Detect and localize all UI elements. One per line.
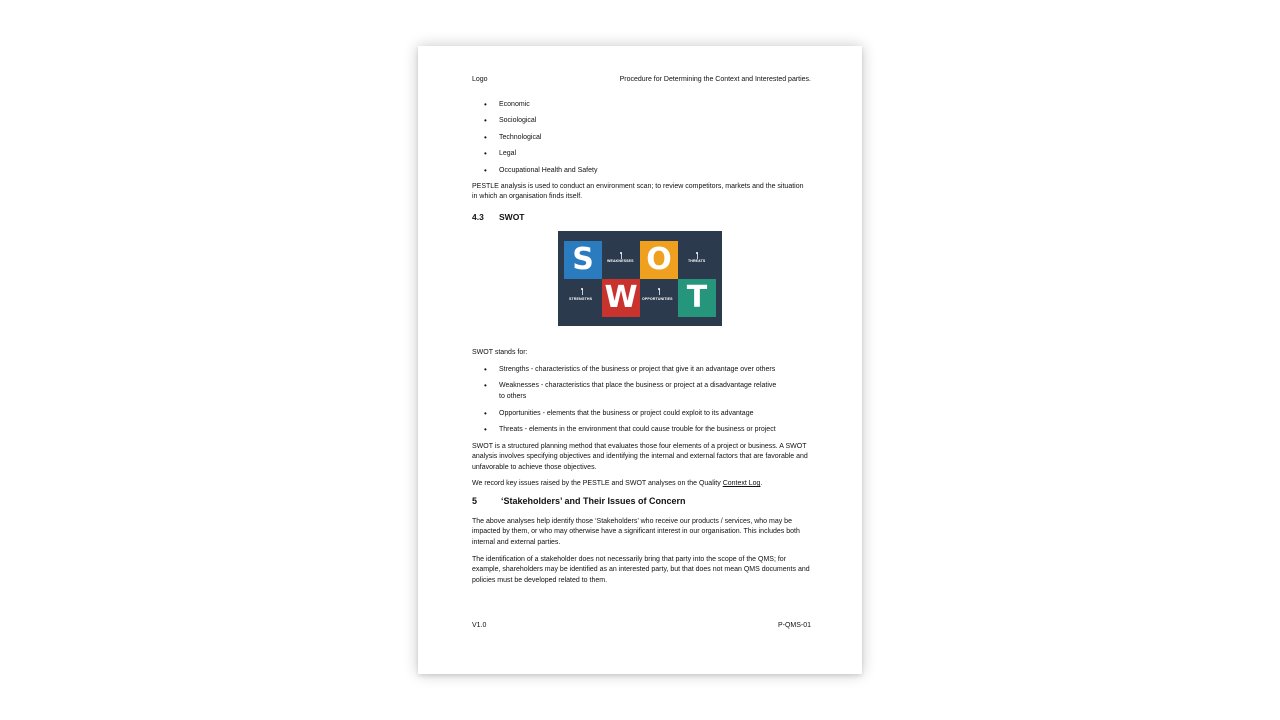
list-item: • Occupational Health and Safety — [472, 166, 812, 176]
swot-intro: SWOT stands for: — [472, 349, 528, 356]
swot-image — [558, 231, 722, 326]
swot-label-strengths: STRENGTHS — [569, 297, 593, 301]
swot-tile-s: S — [564, 241, 602, 279]
pestle-list — [472, 100, 812, 182]
swot-tile-t: T — [678, 279, 716, 317]
stakeholders-paragraph-1: The above analyses help identify those ‘Stakeholders’ who receive our products / services, who may be impacted by them, or who may otherwise have a significant interest in our organisation. This includes both internal and external parties. — [472, 518, 800, 546]
swot-label-threats: THREATS — [688, 259, 706, 263]
record-paragraph — [472, 479, 810, 489]
list-item: • Strengths - characteristics of the business or project that give it an advantage over others — [472, 365, 784, 375]
footer-doc-id: P-QMS-01 — [777, 622, 811, 629]
stakeholders-paragraph-2: The identification of a stakeholder does not necessarily bring that party into the scope of the QMS; for example, shareholders may be identified as an interested party, but that does not mean QMS documents and policies must be developed related to them. — [472, 556, 810, 584]
connector-dot — [696, 252, 698, 254]
list-item: • Economic — [472, 100, 812, 110]
list-item: • Weaknesses - characteristics that place the business or project at a disadvantage relative to others — [472, 381, 784, 402]
section-title: SWOT — [499, 212, 525, 222]
connector-dot — [581, 288, 583, 290]
list-item: • Opportunities - elements that the business or project could exploit to its advantage — [472, 409, 784, 419]
record-end: . — [760, 480, 763, 487]
connector-dot — [620, 252, 622, 254]
section-number: 4.3 — [472, 212, 484, 222]
record-text: We record key issues raised by the PESTLE and SWOT analyses on the Quality — [472, 480, 723, 487]
list-item: • Technological — [472, 133, 812, 143]
context-log-link[interactable]: Context Log — [722, 480, 761, 487]
swot-tile-w: W — [602, 279, 640, 317]
section-title: ‘Stakeholders’ and Their Issues of Concern — [501, 496, 686, 506]
section-heading-4-3 — [472, 212, 525, 222]
section-number: 5 — [472, 496, 478, 506]
swot-paragraph: SWOT is a structured planning method that evaluates those four elements of a project or business. A SWOT analysis involves specifying objectives and identifying the internal and external factors that are favorable and unfavorable to achieve those objectives. — [472, 443, 808, 471]
swot-label-opportunities: OPPORTUNITIES — [642, 297, 673, 301]
header-title: Procedure for Determining the Context and Interested parties. — [619, 76, 811, 83]
swot-list — [472, 365, 784, 435]
header-logo: Logo — [472, 76, 488, 83]
swot-label-weaknesses: WEAKNESSES — [607, 259, 634, 263]
connector-dot — [658, 288, 660, 290]
document-page — [418, 46, 862, 674]
section-heading-5 — [472, 496, 686, 506]
swot-tile-o: O — [640, 241, 678, 279]
list-item: • Threats - elements in the environment that could cause trouble for the business or project — [472, 425, 784, 435]
list-item: • Sociological — [472, 116, 812, 126]
pestle-paragraph: PESTLE analysis is used to conduct an environment scan; to review competitors, markets and the situation in which an organisation finds itself. — [472, 183, 804, 201]
list-item: • Legal — [472, 149, 812, 159]
footer-version: V1.0 — [472, 622, 487, 629]
